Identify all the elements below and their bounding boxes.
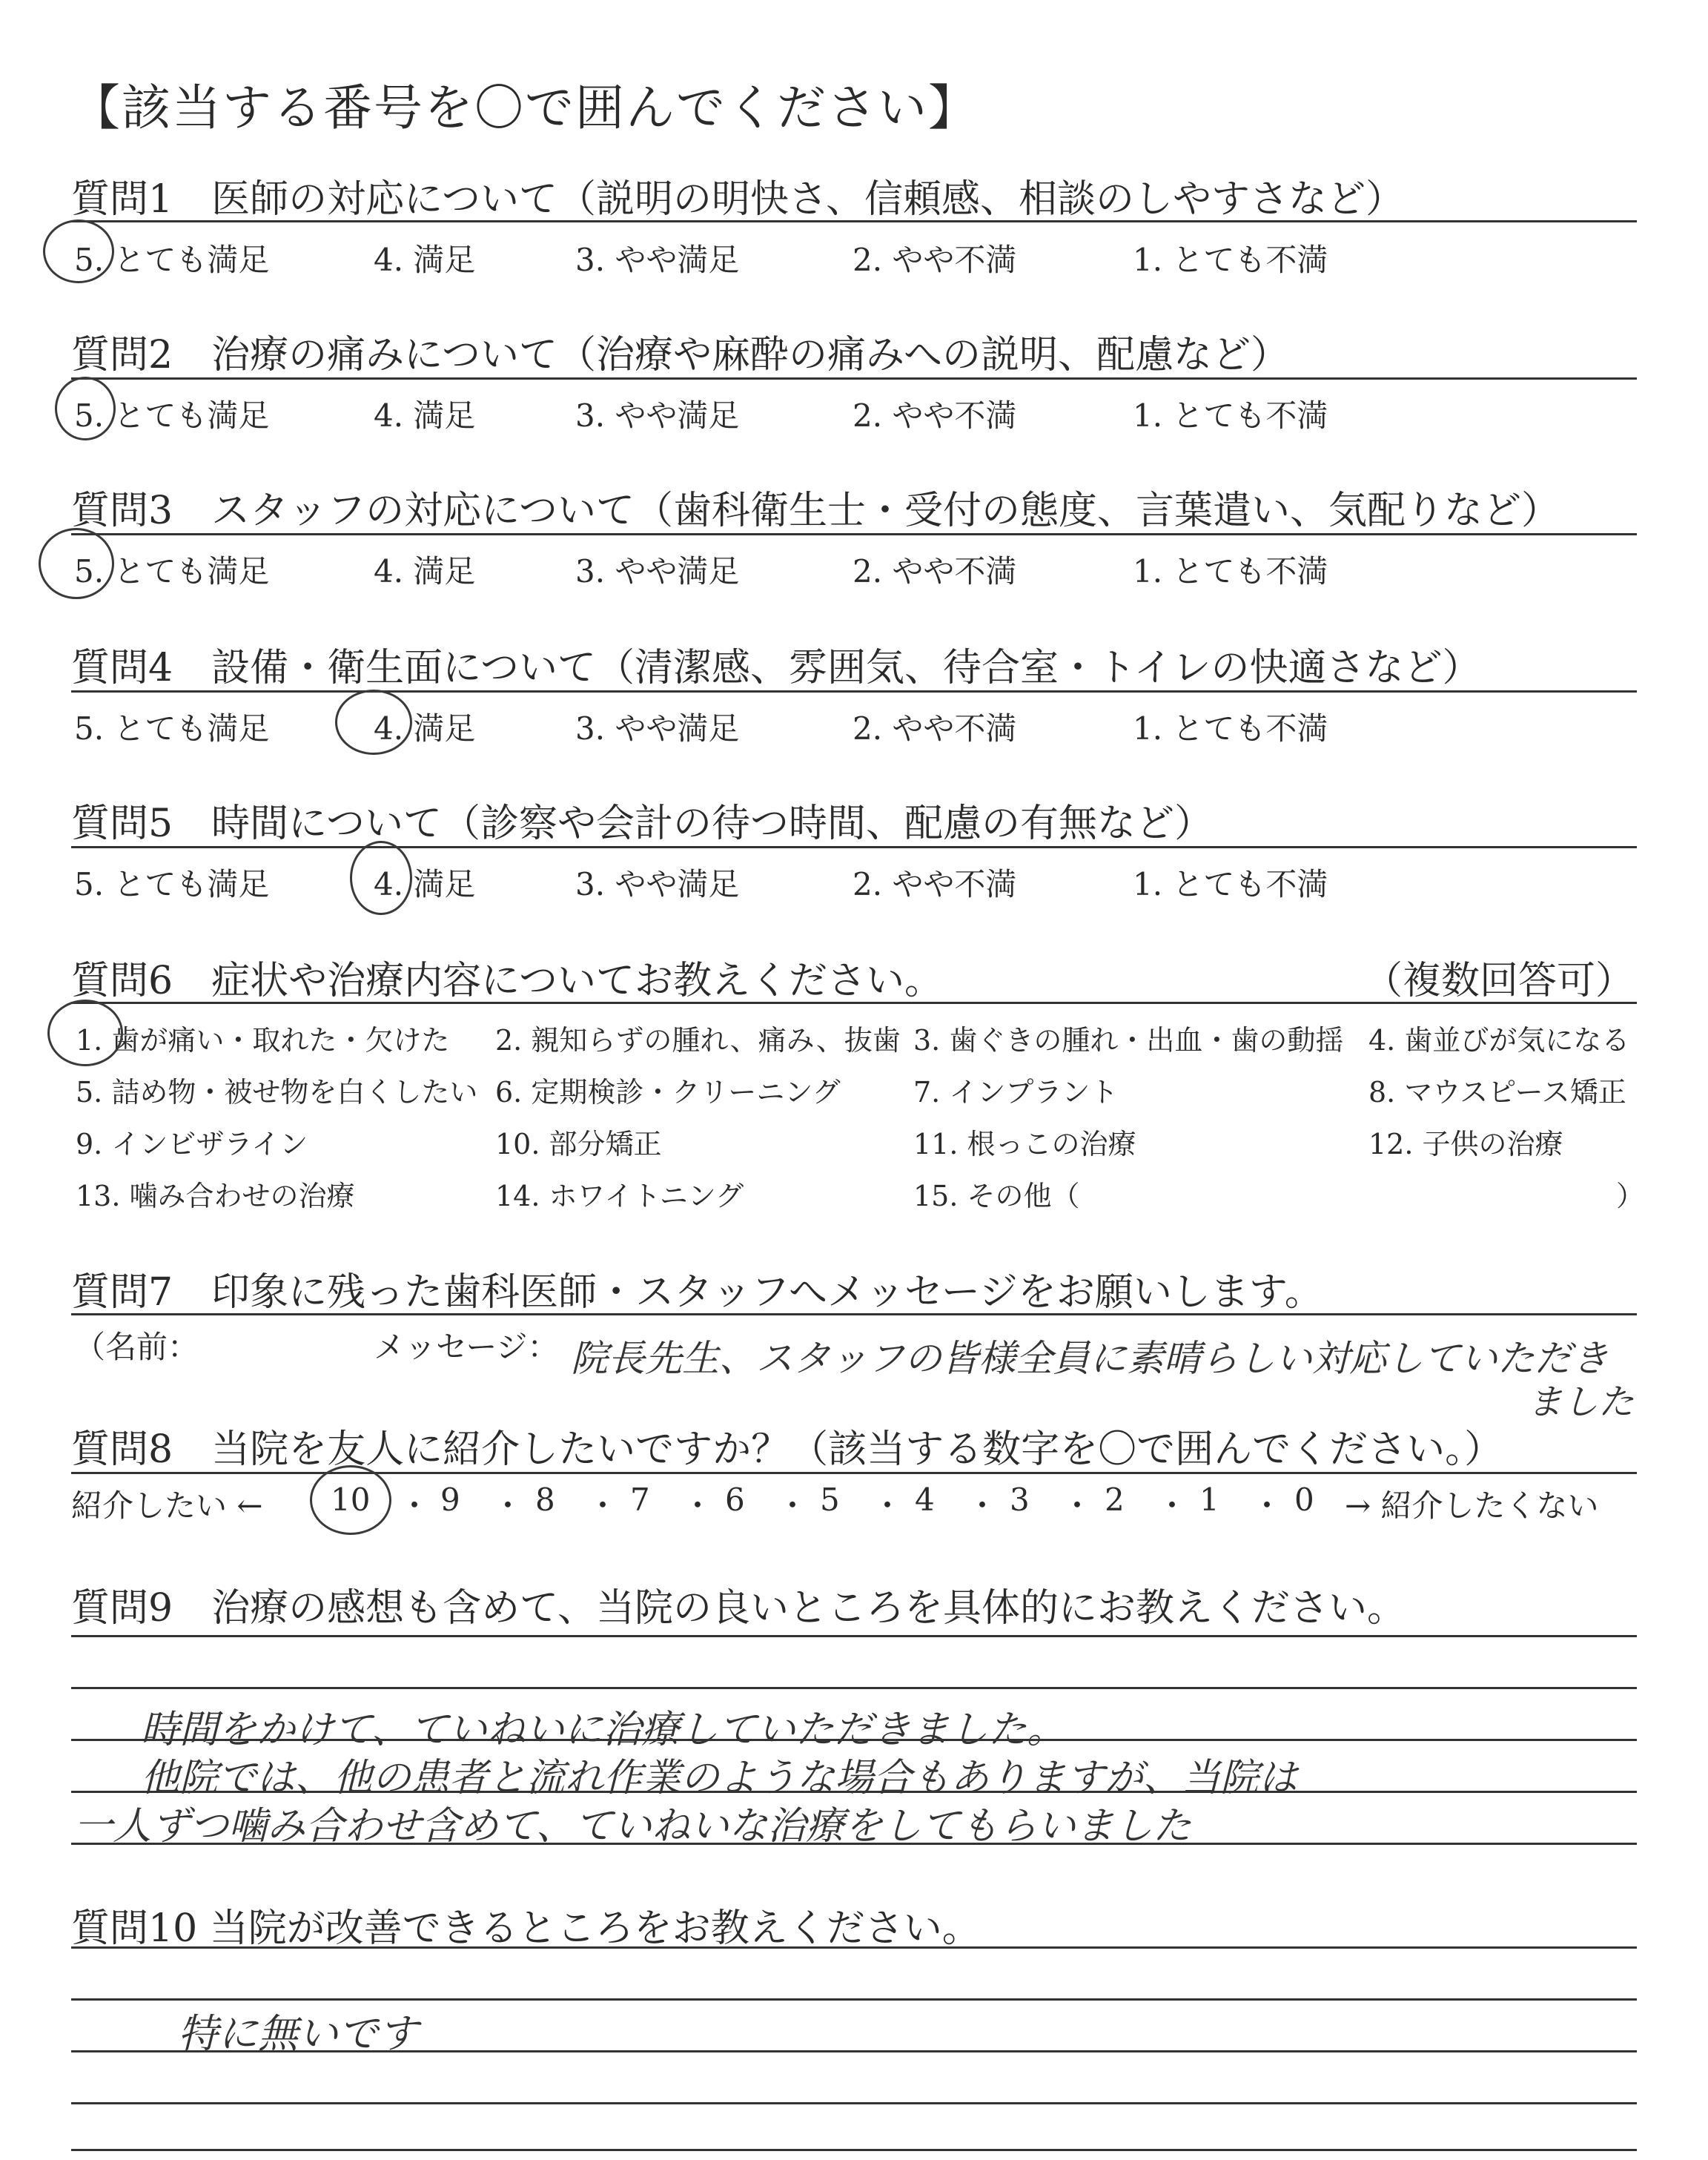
q6-option-13[interactable]: 13. 噛み合わせの治療	[76, 1180, 355, 1212]
divider	[71, 220, 1637, 222]
q9-answer-handwriting-line3: 一人ずつ噛み合わせ含めて、ていねいな治療をしてもらいました	[74, 1804, 1191, 1849]
q1-option-5[interactable]: 5. とても満足	[74, 242, 270, 278]
writing-line	[71, 1946, 1637, 1949]
q10-title: 質問10 当院が改善できるところをお教えください。	[71, 1906, 981, 1951]
q3-option-1[interactable]: 1. とても不満	[1133, 553, 1328, 589]
q1-option-1[interactable]: 1. とても不満	[1133, 242, 1328, 278]
divider	[71, 377, 1637, 380]
q4-title: 質問4 設備・衛生面について（清潔感、雰囲気、待合室・トイレの快適さなど）	[71, 646, 1481, 690]
q5-selection-circle	[350, 841, 412, 915]
q10-answer-handwriting: 特に無いです	[178, 2010, 418, 2057]
q1-option-4[interactable]: 4. 満足	[374, 242, 476, 278]
q6-other-close-paren: ）	[1616, 1180, 1645, 1212]
q1-option-2[interactable]: 2. やや不満	[853, 242, 1017, 278]
q8-scale-1[interactable]: 1	[1199, 1482, 1219, 1518]
q3-selection-circle	[39, 528, 114, 599]
q8-dot: ・	[682, 1487, 714, 1524]
writing-line	[71, 1635, 1637, 1637]
q2-selection-circle	[55, 377, 116, 440]
q6-option-11[interactable]: 11. 根っこの治療	[913, 1128, 1136, 1160]
q7-message-handwriting-line2: ました	[1527, 1381, 1635, 1423]
divider	[71, 690, 1637, 693]
q8-selection-circle	[310, 1465, 391, 1535]
q1-selection-circle	[43, 219, 114, 283]
q8-right-label: → 紹介したくない	[1345, 1487, 1599, 1524]
q6-option-1[interactable]: 1. 歯が痛い・取れた・欠けた	[76, 1024, 450, 1057]
q4-option-2[interactable]: 2. やや不満	[853, 710, 1017, 747]
divider	[71, 1472, 1637, 1474]
q4-option-4[interactable]: 4. 満足	[374, 710, 476, 747]
q8-dot: ・	[1062, 1487, 1093, 1524]
q5-option-4[interactable]: 4. 満足	[374, 866, 476, 902]
q5-option-2[interactable]: 2. やや不満	[853, 866, 1017, 902]
q5-option-5[interactable]: 5. とても満足	[74, 866, 270, 902]
q6-selection-circle	[47, 1000, 123, 1066]
q9-title: 質問9 治療の感想も含めて、当院の良いところを具体的にお教えください。	[71, 1586, 1406, 1631]
q8-scale-3[interactable]: 3	[1010, 1482, 1030, 1518]
q8-dot: ・	[967, 1487, 999, 1524]
q6-option-10[interactable]: 10. 部分矯正	[495, 1128, 662, 1160]
q6-option-3[interactable]: 3. 歯ぐきの腫れ・出血・歯の動揺	[913, 1024, 1344, 1057]
q3-title: 質問3 スタッフの対応について（歯科衛生士・受付の態度、言葉遣い、気配りなど）	[71, 489, 1560, 533]
q8-dot: ・	[872, 1487, 904, 1524]
divider	[71, 533, 1637, 535]
q8-scale-6[interactable]: 6	[725, 1482, 745, 1518]
divider	[71, 1002, 1637, 1004]
q2-option-2[interactable]: 2. やや不満	[853, 397, 1017, 434]
q5-option-3[interactable]: 3. やや満足	[575, 866, 740, 902]
q4-option-5[interactable]: 5. とても満足	[74, 710, 270, 747]
q8-left-label: 紹介したい ←	[71, 1487, 263, 1524]
q9-answer-handwriting-line1: 時間をかけて、ていねいに治療していただきました。	[141, 1708, 1065, 1752]
divider	[71, 846, 1637, 848]
q5-title: 質問5 時間について（診察や会計の待つ時間、配慮の有無など）	[71, 802, 1214, 846]
q8-dot: ・	[1156, 1487, 1188, 1524]
q8-dot: ・	[1251, 1487, 1283, 1524]
q6-option-7[interactable]: 7. インプラント	[913, 1076, 1119, 1109]
q8-scale-0[interactable]: 0	[1294, 1482, 1314, 1518]
q8-scale-8[interactable]: 8	[535, 1482, 555, 1518]
q6-title: 質問6 症状や治療内容についてお教えください。	[71, 959, 944, 1003]
q9-answer-handwriting-line2: 他院では、他の患者と流れ作業のような場合もありますが、当院は	[141, 1756, 1298, 1800]
q6-option-12[interactable]: 12. 子供の治療	[1368, 1128, 1563, 1160]
q8-scale-4[interactable]: 4	[915, 1482, 935, 1518]
q6-option-2[interactable]: 2. 親知らずの腫れ、痛み、抜歯	[495, 1024, 901, 1057]
q6-option-14[interactable]: 14. ホワイトニング	[495, 1180, 744, 1212]
q2-title: 質問2 治療の痛みについて（治療や麻酔の痛みへの説明、配慮など）	[71, 333, 1290, 377]
q6-option-4[interactable]: 4. 歯並びが気になる	[1368, 1024, 1630, 1057]
writing-line	[71, 1687, 1637, 1689]
q2-option-5[interactable]: 5. とても満足	[74, 397, 270, 434]
q8-scale-2[interactable]: 2	[1105, 1482, 1125, 1518]
q8-scale-10[interactable]: 10	[331, 1482, 371, 1518]
q3-option-2[interactable]: 2. やや不満	[853, 553, 1017, 589]
writing-line	[71, 1998, 1637, 2001]
writing-line	[71, 2149, 1637, 2151]
q1-option-3[interactable]: 3. やや満足	[575, 242, 740, 278]
q6-option-15[interactable]: 15. その他（	[913, 1180, 1080, 1212]
q5-option-1[interactable]: 1. とても不満	[1133, 866, 1328, 902]
q6-note: （複数回答可）	[1364, 959, 1635, 1003]
q3-option-3[interactable]: 3. やや満足	[575, 553, 740, 589]
q2-option-4[interactable]: 4. 満足	[374, 397, 476, 434]
q2-option-3[interactable]: 3. やや満足	[575, 397, 740, 434]
q8-scale-9[interactable]: 9	[440, 1482, 460, 1518]
q7-name-label: （名前：	[74, 1329, 199, 1365]
writing-line	[71, 2102, 1637, 2104]
page-title: 【該当する番号を〇で囲んでください】	[71, 79, 979, 136]
q3-option-5[interactable]: 5. とても満足	[74, 553, 270, 589]
q6-option-5[interactable]: 5. 詰め物・被せ物を白くしたい	[76, 1076, 478, 1109]
q8-title: 質問8 当院を友人に紹介したいですか？（該当する数字を〇で囲んでください。）	[71, 1427, 1503, 1472]
q8-scale-7[interactable]: 7	[630, 1482, 650, 1518]
q8-dot: ・	[492, 1487, 524, 1524]
q4-option-3[interactable]: 3. やや満足	[575, 710, 740, 747]
q4-selection-circle	[335, 690, 412, 755]
q8-dot: ・	[587, 1487, 619, 1524]
q6-option-6[interactable]: 6. 定期検診・クリーニング	[495, 1076, 841, 1109]
q7-message-handwriting-line1: 院長先生、スタッフの皆様全員に素晴らしい対応していただき	[571, 1337, 1609, 1380]
q1-title: 質問1 医師の対応について（説明の明快さ、信頼感、相談のしやすさなど）	[71, 177, 1404, 222]
q7-title: 質問7 印象に残った歯科医師・スタッフへメッセージをお願いします。	[71, 1270, 1323, 1315]
q8-scale-5[interactable]: 5	[820, 1482, 840, 1518]
q2-option-1[interactable]: 1. とても不満	[1133, 397, 1328, 434]
q7-message-label: メッセージ：	[374, 1329, 559, 1365]
q3-option-4[interactable]: 4. 満足	[374, 553, 476, 589]
q8-dot: ・	[777, 1487, 809, 1524]
q6-option-9[interactable]: 9. インビザライン	[76, 1128, 308, 1160]
q8-dot: ・	[399, 1487, 431, 1524]
q4-option-1[interactable]: 1. とても不満	[1133, 710, 1328, 747]
divider	[71, 1313, 1637, 1315]
q6-option-8[interactable]: 8. マウスピース矯正	[1368, 1076, 1626, 1109]
